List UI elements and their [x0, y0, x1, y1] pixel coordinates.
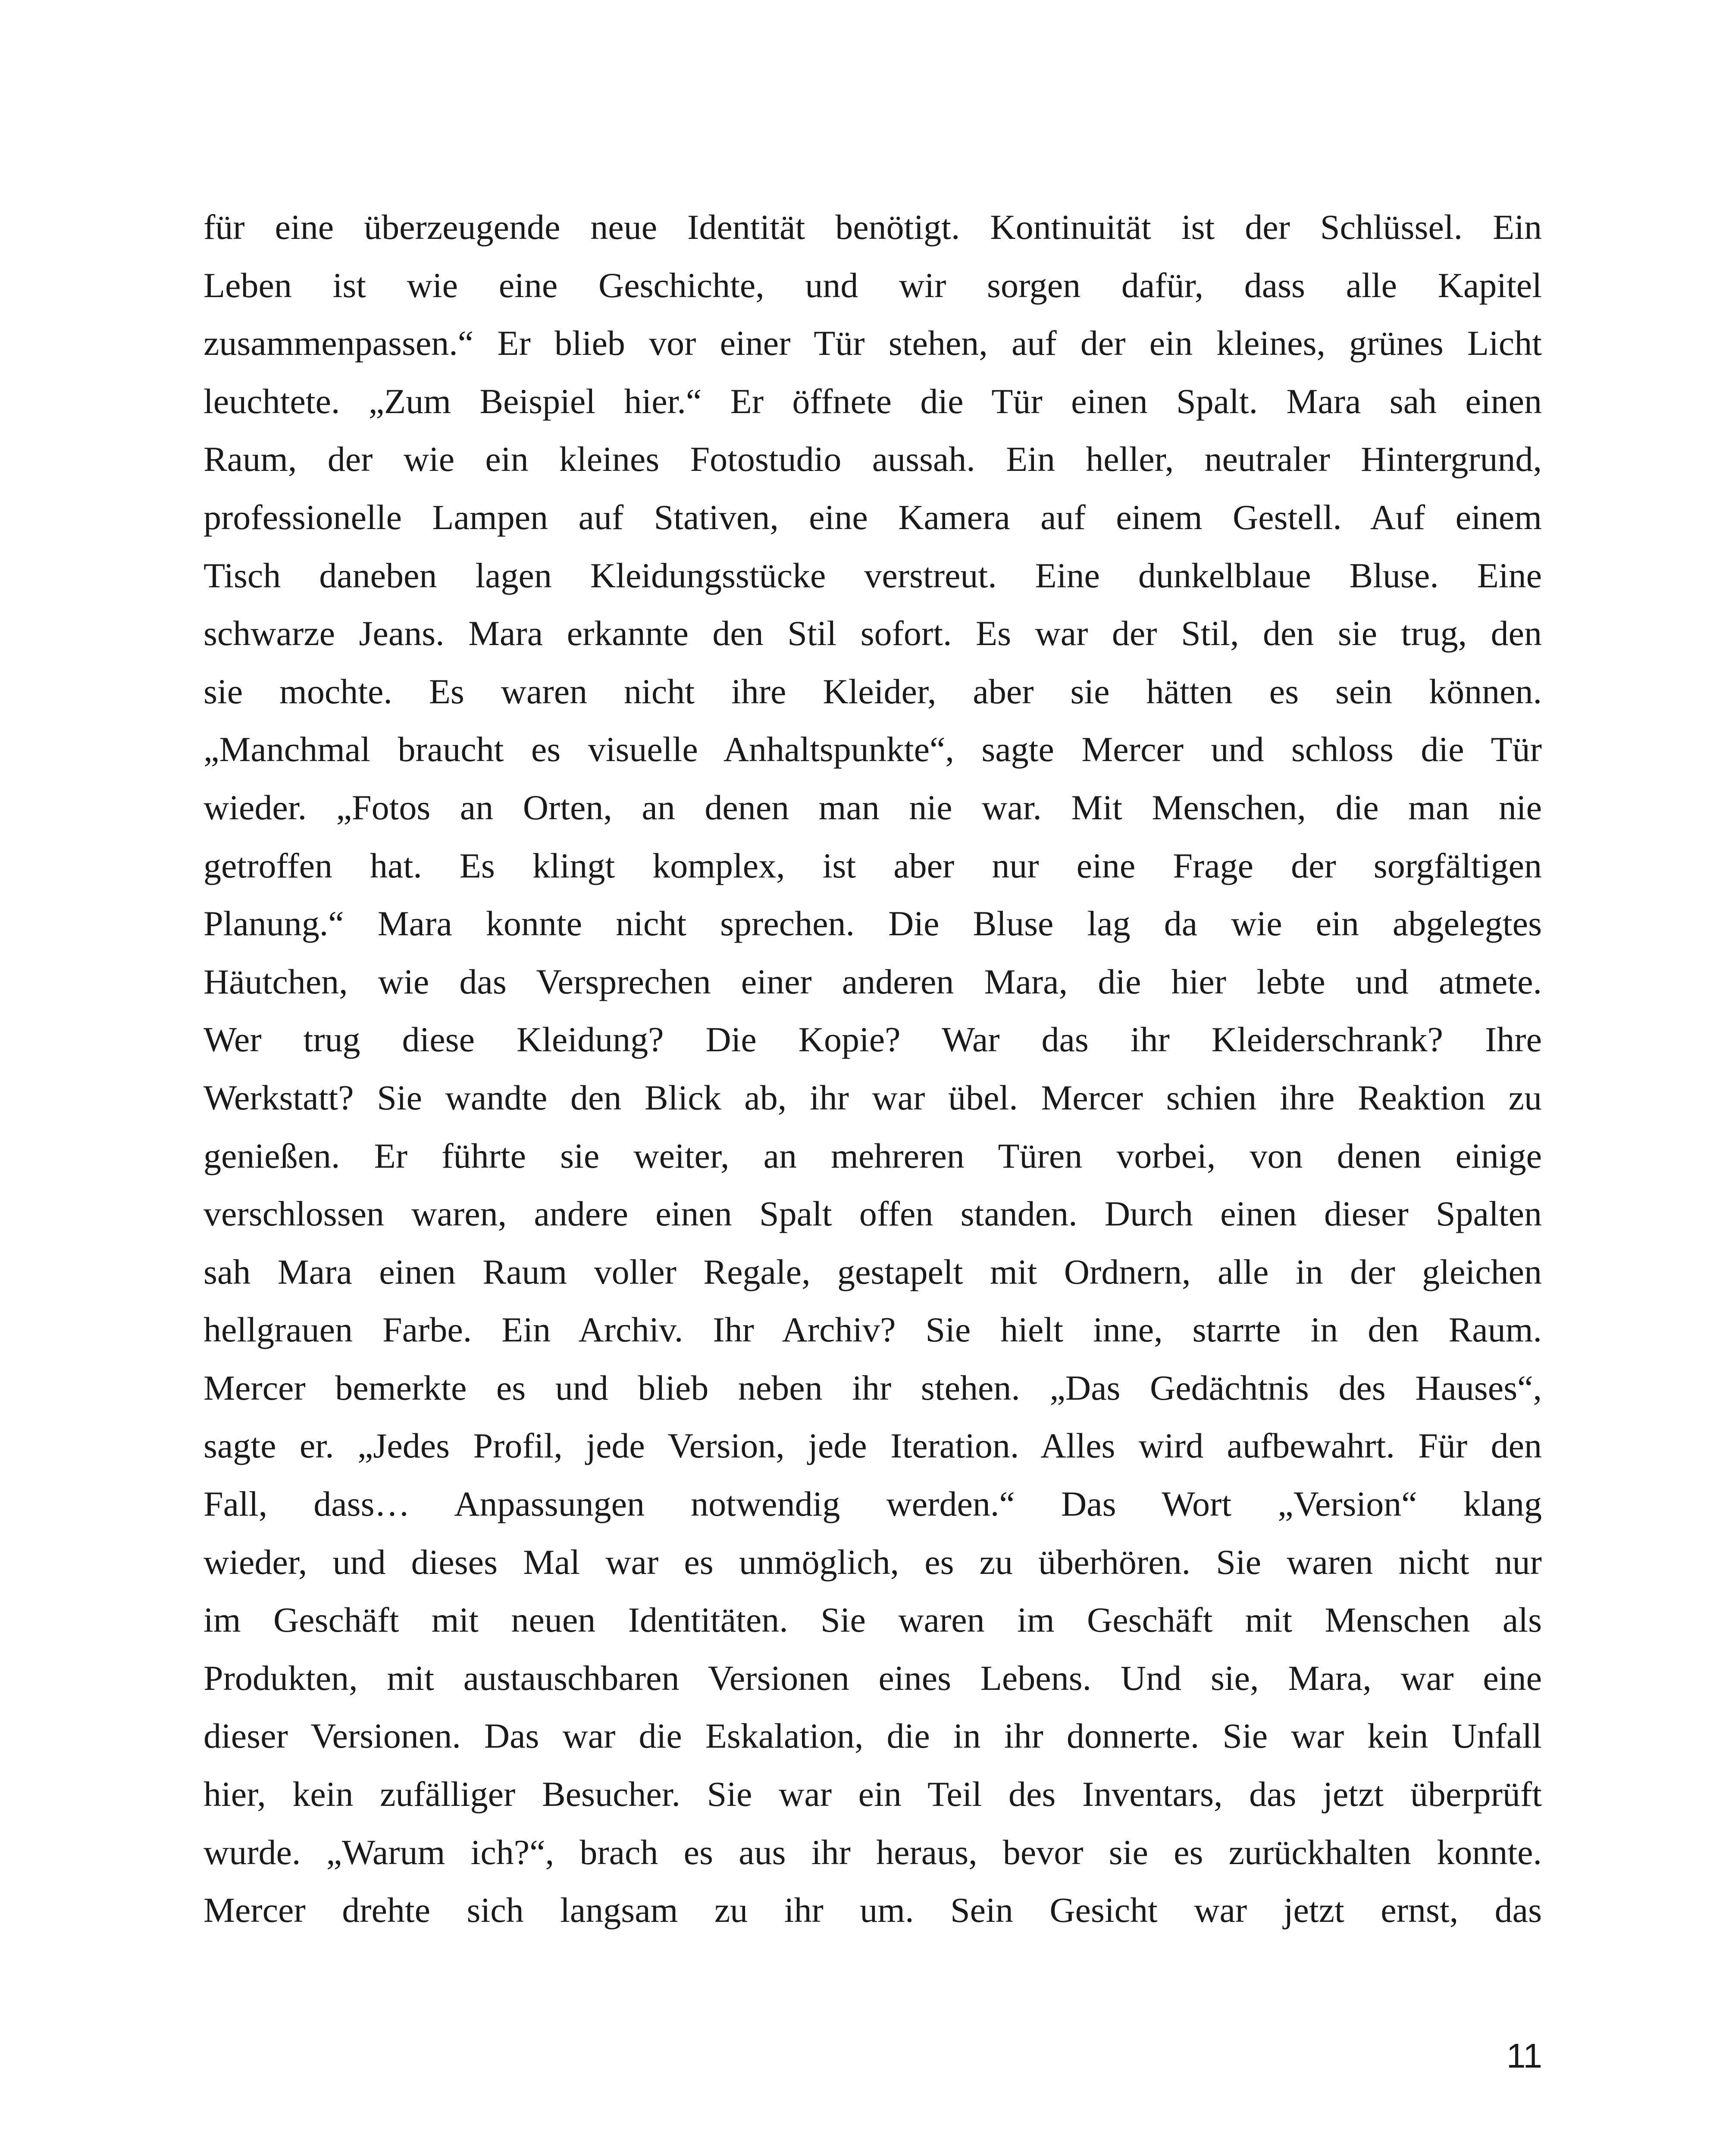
- text-line: Raum, der wie ein kleines Fotostudio aussah. Ein heller, neutraler Hintergrund,: [204, 439, 1542, 479]
- text-line: Planung.“ Mara konnte nicht sprechen. Die Bluse lag da wie ein abgelegtes: [204, 904, 1542, 943]
- text-line: verschlossen waren, andere einen Spalt offen standen. Durch einen dieser Spalten: [204, 1194, 1542, 1234]
- text-line: dieser Versionen. Das war die Eskalation, die in ihr donnerte. Sie war kein Unfall: [204, 1716, 1542, 1756]
- text-line: Mercer bemerkte es und blieb neben ihr stehen. „Das Gedächtnis des Hauses“,: [204, 1368, 1542, 1407]
- text-line: für eine überzeugende neue Identität benötigt. Kontinuität ist der Schlüssel. Ein: [204, 207, 1542, 247]
- text-line: leuchtete. „Zum Beispiel hier.“ Er öffnete die Tür einen Spalt. Mara sah einen: [204, 381, 1542, 421]
- text-line: sah Mara einen Raum voller Regale, gestapelt mit Ordnern, alle in der gleichen: [204, 1252, 1542, 1291]
- page-number: 11: [1506, 2037, 1542, 2075]
- text-line: Tisch daneben lagen Kleidungsstücke verstreut. Eine dunkelblaue Bluse. Eine: [204, 555, 1542, 595]
- text-line: Werkstatt? Sie wandte den Blick ab, ihr war übel. Mercer schien ihre Reaktion zu: [204, 1078, 1542, 1117]
- text-line: professionelle Lampen auf Stativen, eine Kamera auf einem Gestell. Auf einem: [204, 497, 1542, 537]
- text-line: sie mochte. Es waren nicht ihre Kleider, aber sie hätten es sein können.: [204, 671, 1542, 711]
- text-line: im Geschäft mit neuen Identitäten. Sie waren im Geschäft mit Menschen als: [204, 1600, 1542, 1640]
- text-line: wieder, und dieses Mal war es unmöglich, es zu überhören. Sie waren nicht nur: [204, 1542, 1542, 1582]
- text-line: Mercer drehte sich langsam zu ihr um. Sein Gesicht war jetzt ernst, das: [204, 1890, 1542, 1930]
- text-line: „Manchmal braucht es visuelle Anhaltspunkte“, sagte Mercer und schloss die Tür: [204, 730, 1542, 769]
- text-line: genießen. Er führte sie weiter, an mehreren Türen vorbei, von denen einige: [204, 1136, 1542, 1175]
- text-line: schwarze Jeans. Mara erkannte den Stil sofort. Es war der Stil, den sie trug, den: [204, 614, 1542, 653]
- text-line: zusammenpassen.“ Er blieb vor einer Tür stehen, auf der ein kleines, grünes Licht: [204, 323, 1542, 363]
- text-line: Produkten, mit austauschbaren Versionen eines Lebens. Und sie, Mara, war eine: [204, 1658, 1542, 1698]
- text-line: Fall, dass… Anpassungen notwendig werden.“ Das Wort „Version“ klang: [204, 1484, 1542, 1524]
- text-line: hellgrauen Farbe. Ein Archiv. Ihr Archiv? Sie hielt inne, starrte in den Raum.: [204, 1310, 1542, 1350]
- text-line: wurde. „Warum ich?“, brach es aus ihr heraus, bevor sie es zurückhalten konnte.: [204, 1832, 1542, 1872]
- body-text: [204, 198, 1542, 1940]
- text-line: getroffen hat. Es klingt komplex, ist aber nur eine Frage der sorgfältigen: [204, 846, 1542, 885]
- text-line: sagte er. „Jedes Profil, jede Version, jede Iteration. Alles wird aufbewahrt. Für den: [204, 1426, 1542, 1466]
- text-line: Leben ist wie eine Geschichte, und wir sorgen dafür, dass alle Kapitel: [204, 265, 1542, 305]
- text-line: Wer trug diese Kleidung? Die Kopie? War das ihr Kleiderschrank? Ihre: [204, 1020, 1542, 1059]
- text-line: Häutchen, wie das Versprechen einer anderen Mara, die hier lebte und atmete.: [204, 962, 1542, 1001]
- text-line: hier, kein zufälliger Besucher. Sie war ein Teil des Inventars, das jetzt überprüft: [204, 1774, 1542, 1814]
- text-line: wieder. „Fotos an Orten, an denen man nie war. Mit Menschen, die man nie: [204, 787, 1542, 827]
